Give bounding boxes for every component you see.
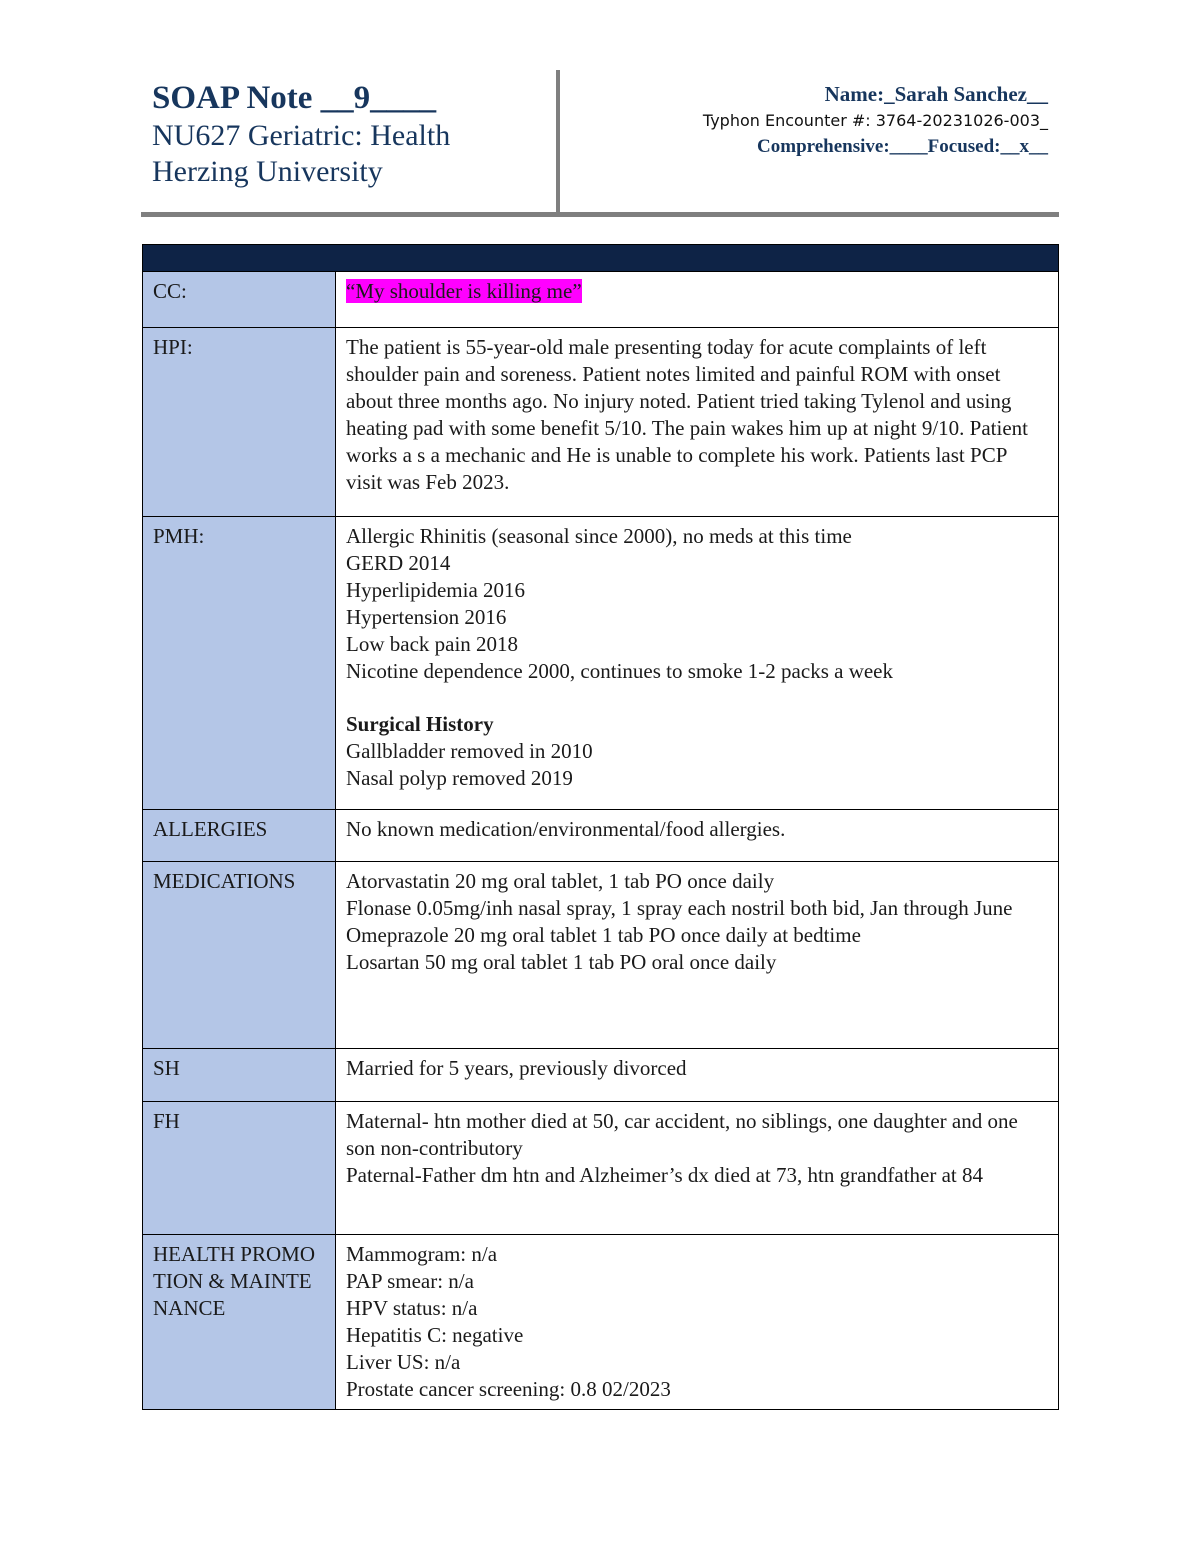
soap-note-table xyxy=(142,244,1059,1410)
row-content-health-promotion xyxy=(336,1235,1059,1410)
row-content-allergies xyxy=(336,810,1059,862)
row-content-cc xyxy=(336,272,1059,328)
pmh-item: Hypertension 2016 xyxy=(346,605,507,629)
row-content-fh xyxy=(336,1102,1059,1235)
note-type: Comprehensive:____Focused:__x__ xyxy=(757,136,1048,157)
document-header-right xyxy=(588,80,1048,160)
chief-complaint-quote: “My shoulder is killing me” xyxy=(346,279,582,303)
course-name: NU627 Geriatric: Health xyxy=(152,119,451,152)
student-name: Name:_Sarah Sanchez__ xyxy=(824,82,1048,106)
medication-item: Losartan 50 mg oral tablet 1 tab PO oral once daily xyxy=(346,950,777,974)
surgical-history-item: Nasal polyp removed 2019 xyxy=(346,766,573,790)
row-label-sh: SH xyxy=(143,1049,336,1102)
hpi-text: The patient is 55-year-old male presenting today for acute complaints of left shoulder pain and soreness. Patient notes limited and painful ROM with onset about three months ago. No injury noted. Patient tried taking Tylenol and using heating pad with some benefit 5/10. The pain wakes him up at night 9/10. Patient works a s a mechanic and He is unable to complete his work. Patients last PCP visit was Feb 2023. xyxy=(346,335,1028,494)
header-vertical-divider xyxy=(556,70,560,214)
pmh-item: GERD 2014 xyxy=(346,551,451,575)
medication-item: Atorvastatin 20 mg oral tablet, 1 tab PO once daily xyxy=(346,869,775,893)
health-maintenance-item: Liver US: n/a xyxy=(346,1350,461,1374)
table-header-cell xyxy=(143,245,1059,272)
row-label-health-promotion: HEALTH PROMOTION & MAINTENANCE xyxy=(143,1235,336,1410)
pmh-item: Allergic Rhinitis (seasonal since 2000), no meds at this time xyxy=(346,524,852,548)
table-row-pmh xyxy=(143,517,1059,810)
medication-item: Flonase 0.05mg/inh nasal spray, 1 spray each nostril both bid, Jan through June xyxy=(346,896,1013,920)
table-row-allergies xyxy=(143,810,1059,862)
row-label-fh: FH xyxy=(143,1102,336,1235)
social-history-text: Married for 5 years, previously divorced xyxy=(346,1056,687,1080)
pmh-item: Nicotine dependence 2000, continues to smoke 1-2 packs a week xyxy=(346,659,893,683)
pmh-item: Hyperlipidemia 2016 xyxy=(346,578,526,602)
row-label-hpi: HPI: xyxy=(143,328,336,517)
health-maintenance-item: HPV status: n/a xyxy=(346,1296,478,1320)
surgical-history-item: Gallbladder removed in 2010 xyxy=(346,739,593,763)
row-label-pmh: PMH: xyxy=(143,517,336,810)
row-label-cc: CC: xyxy=(143,272,336,328)
table-row-fh xyxy=(143,1102,1059,1235)
health-maintenance-item: Hepatitis C: negative xyxy=(346,1323,524,1347)
medication-item: Omeprazole 20 mg oral tablet 1 tab PO once daily at bedtime xyxy=(346,923,861,947)
table-header-bar xyxy=(143,245,1059,272)
university-name: Herzing University xyxy=(152,155,383,188)
table-row-hpi xyxy=(143,328,1059,517)
pmh-item: Low back pain 2018 xyxy=(346,632,519,656)
row-label-allergies: ALLERGIES xyxy=(143,810,336,862)
row-content-pmh xyxy=(336,517,1059,810)
row-content-sh xyxy=(336,1049,1059,1102)
pmh-spacer xyxy=(346,685,1048,711)
table-row-medications xyxy=(143,862,1059,1049)
document-header-left xyxy=(152,78,552,190)
surgical-history-heading: Surgical History xyxy=(346,712,494,736)
header-horizontal-divider xyxy=(141,212,1059,217)
row-content-hpi xyxy=(336,328,1059,517)
table-row-sh xyxy=(143,1049,1059,1102)
health-maintenance-item: Mammogram: n/a xyxy=(346,1242,498,1266)
allergies-text: No known medication/environmental/food allergies. xyxy=(346,817,786,841)
soap-note-title: SOAP Note __9____ xyxy=(152,80,437,116)
family-history-item: Maternal- htn mother died at 50, car accident, no siblings, one daughter and one son non-contributory xyxy=(346,1109,1018,1160)
table-row-cc xyxy=(143,272,1059,328)
row-content-medications xyxy=(336,862,1059,1049)
typhon-encounter-number: Typhon Encounter #: 3764-20231026-003_ xyxy=(702,111,1048,130)
health-maintenance-item: PAP smear: n/a xyxy=(346,1269,474,1293)
row-label-medications: MEDICATIONS xyxy=(143,862,336,1049)
health-maintenance-item: Prostate cancer screening: 0.8 02/2023 xyxy=(346,1377,671,1401)
table-row-health-promotion xyxy=(143,1235,1059,1410)
family-history-item: Paternal-Father dm htn and Alzheimer’s dx died at 73, htn grandfather at 84 xyxy=(346,1163,984,1187)
